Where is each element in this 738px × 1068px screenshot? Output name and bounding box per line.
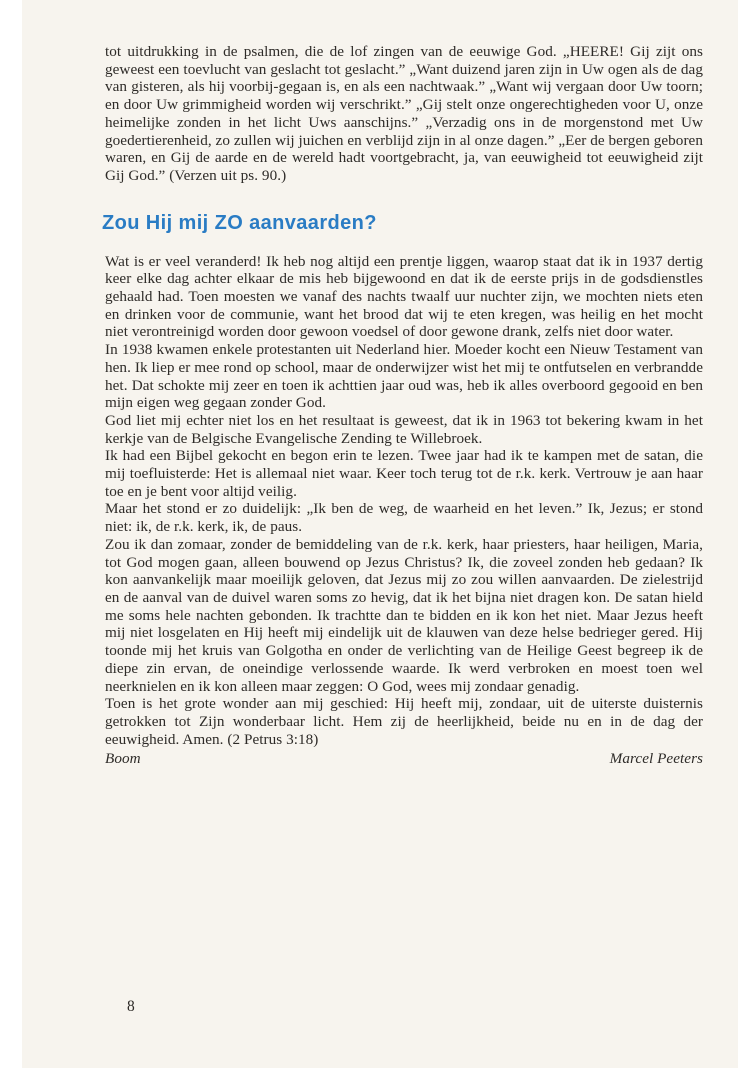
- document-page: [22, 0, 738, 1068]
- body-paragraph: In 1938 kwamen enkele protestanten uit Nederland hier. Moeder kocht een Nieuw Testament van hen. Ik liep er mee rond op school, maar de onderwijzer wist het mij te ontfutselen en verbrandde het. Dat schokte mij zeer en toen ik achttien jaar oud was, heb ik alles overboord gegooid en ben mijn eigen weg gegaan zonder God.: [105, 341, 703, 412]
- body-paragraph: Ik had een Bijbel gekocht en begon erin te lezen. Twee jaar had ik te kampen met de satan, die mij toefluisterde: Het is allemaal niet waar. Keer toch terug tot de r.k. kerk. Vertrouw je aan haar toe en je bent voor altijd veilig.: [105, 447, 703, 500]
- body-paragraph: God liet mij echter niet los en het resultaat is geweest, dat ik in 1963 tot bekering kwam in het kerkje van de Belgische Evangelische Zending te Willebroek.: [105, 411, 703, 447]
- body-paragraph: Zou ik dan zomaar, zonder de bemiddeling van de r.k. kerk, haar priesters, haar heiligen, Maria, tot God mogen gaan, alleen bouwend op Jezus Christus? Ik, die zoveel zonden heb gedaan? Ik kon aanvankelijk maar moeilijk geloven, dat Jezus mij zo zou willen aanvaarden. De zielestrijd en de aanval van de duivel waren soms zo hevig, dat ik het bijna niet dragen kon. De satan hield me soms hele nachten gebonden. Ik trachtte dan te bidden en ik kon het niet. Maar Jezus heeft mij niet losgelaten en Hij heeft mij eindelijk uit de klauwen van deze helse bedrieger gered. Hij toonde mij het kruis van Golgotha en onder de verlichting van de Heilige Geest begreep ik de diepe zin ervan, de oneindige verlossende waarde. Ik werd verbroken en moest toen wel neerknielen en ik kon alleen maar zeggen: O God, wees mij zondaar genadig.: [105, 535, 703, 695]
- author-name: Marcel Peeters: [609, 750, 703, 768]
- location: Boom: [105, 750, 141, 768]
- body-paragraph: Maar het stond er zo duidelijk: „Ik ben de weg, de waarheid en het leven.” Ik, Jezus; er stond niet: ik, de r.k. kerk, ik, de paus.: [105, 500, 703, 536]
- page-number: 8: [127, 998, 135, 1015]
- body-paragraph: Wat is er veel veranderd! Ik heb nog altijd een prentje liggen, waarop staat dat ik in 1937 dertig keer elke dag achter elkaar de mis heb bijgewoond en dat ik de eerste prijs in de godsdienstles gehaald had. Toen moesten we vanaf des nachts twaalf uur nuchter zijn, we mochten niets eten en drinken voor de communie, want het brood dat wij te eten kregen, was heilig en het mocht niet verontreinigd worden door gewoon voedsel of door gewone drank, zelfs niet door water.: [105, 252, 703, 341]
- article-content: [102, 43, 703, 768]
- intro-paragraph: tot uitdrukking in de psalmen, die de lof zingen van de eeuwige God. „HEERE! Gij zijt ons geweest een toevlucht van geslacht tot geslacht.” „Want duizend jaren zijn in Uw ogen als de dag van gisteren, als hij voorbij-gegaan is, en als een nachtwaak.” „Want wij vergaan door Uw toorn; en door Uw grimmigheid worden wij verschrikt.” „Gij stelt onze ongerechtigheden voor U, onze heimelijke zonden in het licht Uws aanschijns.” „Verzadig ons in de morgenstond met Uw goedertierenheid, zo zullen wij juichen en verblijd zijn in al onze dagen.” „Eer de bergen geboren waren, en Gij de aarde en de wereld hadt voortgebracht, ja, van eeuwigheid tot eeuwigheid zijt Gij God.” (Verzen uit ps. 90.): [105, 43, 703, 184]
- signature-row: [105, 750, 703, 768]
- section-heading: Zou Hij mij ZO aanvaarden?: [102, 211, 377, 234]
- body-paragraph: Toen is het grote wonder aan mij geschied: Hij heeft mij, zondaar, uit de uiterste duisternis getrokken tot Zijn wonderbaar licht. Hem zij de heerlijkheid, beide nu en in de dag der eeuwigheid. Amen. (2 Petrus 3:18): [105, 695, 703, 748]
